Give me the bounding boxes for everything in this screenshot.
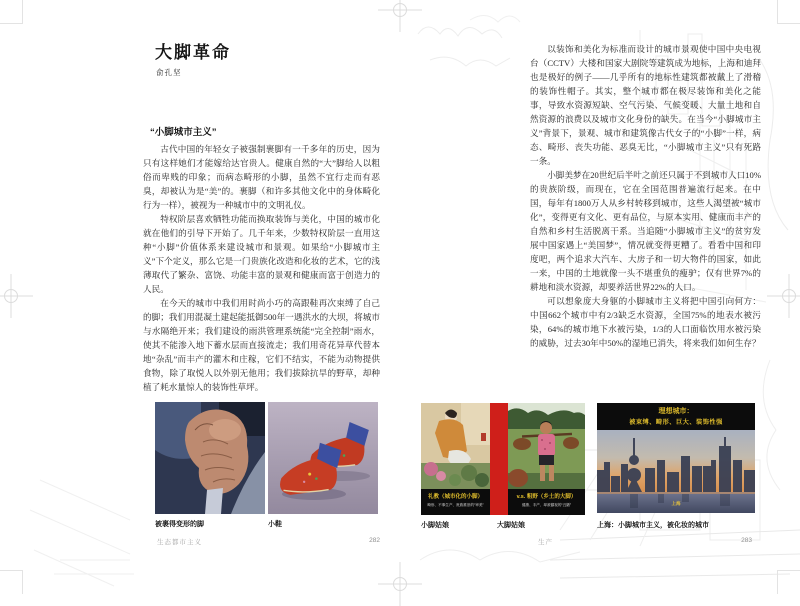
body-paragraph: 可以想象庞大身躯的小脚城市主义将把中国引向何方：中国662个城市中有2/3缺乏水资源，全国75%的地表水被污染，64%的城市地下水被污染，1/3的人口面临饮用水被污染的威胁，过去30年中50%的湿地已消失，将来我们如何生存？ <box>530 296 761 348</box>
figure-caption-foot: 被裹得变形的脚 <box>155 521 204 528</box>
body-paragraph: 小脚美梦在20世纪后半叶之前还只属于不到城市人口10%的贵族阶级，而现在，它在全国范围普遍流行起来。在中国，每年有1800万人从乡村转移到城市，这些人渴望被“城市化”，变得更有文化、更有品位，与原本实用、健康而丰产的自然和乡村生活脱离干系。当追随“小脚城市主义”的贫穷发展中国家遇上“美国梦”，情况就变得更糟了。看看中国和印度吧，两个追求大汽车、大房子和一切大物件的国家，如此一来，中国的土地就像一头不堪重负的瘦驴；仅有世界7%的耕地和淡水资源，却要养活世界22%的人口。 <box>530 170 761 292</box>
small-shoes-photo <box>268 402 378 514</box>
big-foot-rural-photo <box>508 403 585 489</box>
body-paragraph: 特权阶层喜欢牺牲功能而换取装饰与美化，中国的城市化就在他们的引导下开始了。几千年来，少数特权阶层一直用这种“小脚”价值体系来建设城市和景观。如果给“小脚城市主义”下个定义，那么它是一门贵族化改造和化妆的艺术，它的浅薄取代了繁杂、富饶、功能丰富的景观和健康而富于创造力的人民。 <box>143 214 380 294</box>
left-body-text <box>143 142 380 394</box>
shanghai-banner-line2: 被束缚、畸形、巨大、装饰性强 <box>629 419 723 426</box>
author-name: 俞孔坚 <box>156 68 182 77</box>
cover-subtitle-right: 健康、丰产、却被鄙视的“丑陋” <box>521 503 572 507</box>
cover-title-left: 礼教（城市化的小脚） <box>427 494 483 500</box>
cover-subtitle-left: 畸形、不事生产、贵族推崇的“审美” <box>427 503 484 507</box>
figure-caption-shanghai: 上海：小脚城市主义，被化妆的城市 <box>597 522 709 529</box>
shanghai-banner-line1: 理想城市： <box>658 408 694 415</box>
figure-caption-small-foot-girl: 小脚姑娘 <box>421 522 449 529</box>
left-page <box>0 0 400 594</box>
figure-caption-big-foot-girl: 大脚姑娘 <box>497 522 525 529</box>
page-number-right: 283 <box>741 537 752 544</box>
footer-chapter: 生产 <box>538 539 553 546</box>
body-paragraph: 古代中国的年轻女子被强制裹脚有一千多年的历史，因为只有这样她们才能嫁给达官贵人。健康自然的“大”脚给人以粗俗而卑贱的印象；而病态畸形的小脚，虽然不宜行走而有恶臭，却被认为是“美”的。裹脚（和许多其他文化中的身体畸化行为一样），被视为一种城市中的文明礼仪。 <box>143 144 380 210</box>
body-paragraph: 在今天的城市中我们用时尚小巧的高跟鞋再次束缚了自己的脚；我们用混凝土建起能抵御500年一遇洪水的大坝，将城市与水隔绝开来；我们建设的雨洪管理系统能“完全控制”雨水，使其不能渗入地下蓄水层而直接流走；我们用奇花异草代替本地“杂乱”而丰产的灌木和庄稼，它们不结实，不能为动物提供食物，除了取悦人以外别无他用；我们拔除抗旱的野草，却种植了耗水量惊人的装饰性草坪。 <box>143 298 380 392</box>
article-title: 大脚革命 <box>155 43 231 62</box>
shanghai-banner <box>597 403 755 430</box>
figure-caption-shoes: 小鞋 <box>268 521 282 528</box>
shanghai-photo-label: 上海 <box>671 501 681 506</box>
cover-banner-right <box>508 489 585 515</box>
right-body-text <box>530 42 761 350</box>
footer-book-title: 生态都市主义 <box>157 539 202 546</box>
right-page <box>400 0 800 594</box>
body-paragraph: 以装饰和美化为标准而设计的城市景观使中国中央电视台（CCTV）大楼和国家大剧院等建筑成为地标，上海和迪拜也是极好的例子——几乎所有的地标性建筑都被戴上了滑稽的装饰性帽子。其实，整个城市都在极尽装饰和美化之能事，导致水资源短缺、空气污染、气候变暖、大量土地和自然资源的浪费以及城市文化身份的缺失。在当今“小脚城市主义”背景下，景观、城市和建筑像古代女子的“小脚”一样，病态、畸形、丧失功能、恶臭无比，“小脚城市主义”只有死路一条。 <box>530 44 761 166</box>
shanghai-figure <box>597 403 755 513</box>
versus-covers-figure <box>421 403 585 515</box>
cover-banner-left <box>421 489 490 515</box>
cover-title-right: v.s. 粗野（乡土的大脚） <box>516 494 577 500</box>
page-number-left: 282 <box>369 537 380 544</box>
section-heading: “小脚城市主义” <box>150 127 217 138</box>
small-foot-painting <box>421 403 490 489</box>
bound-foot-photo <box>155 402 265 514</box>
